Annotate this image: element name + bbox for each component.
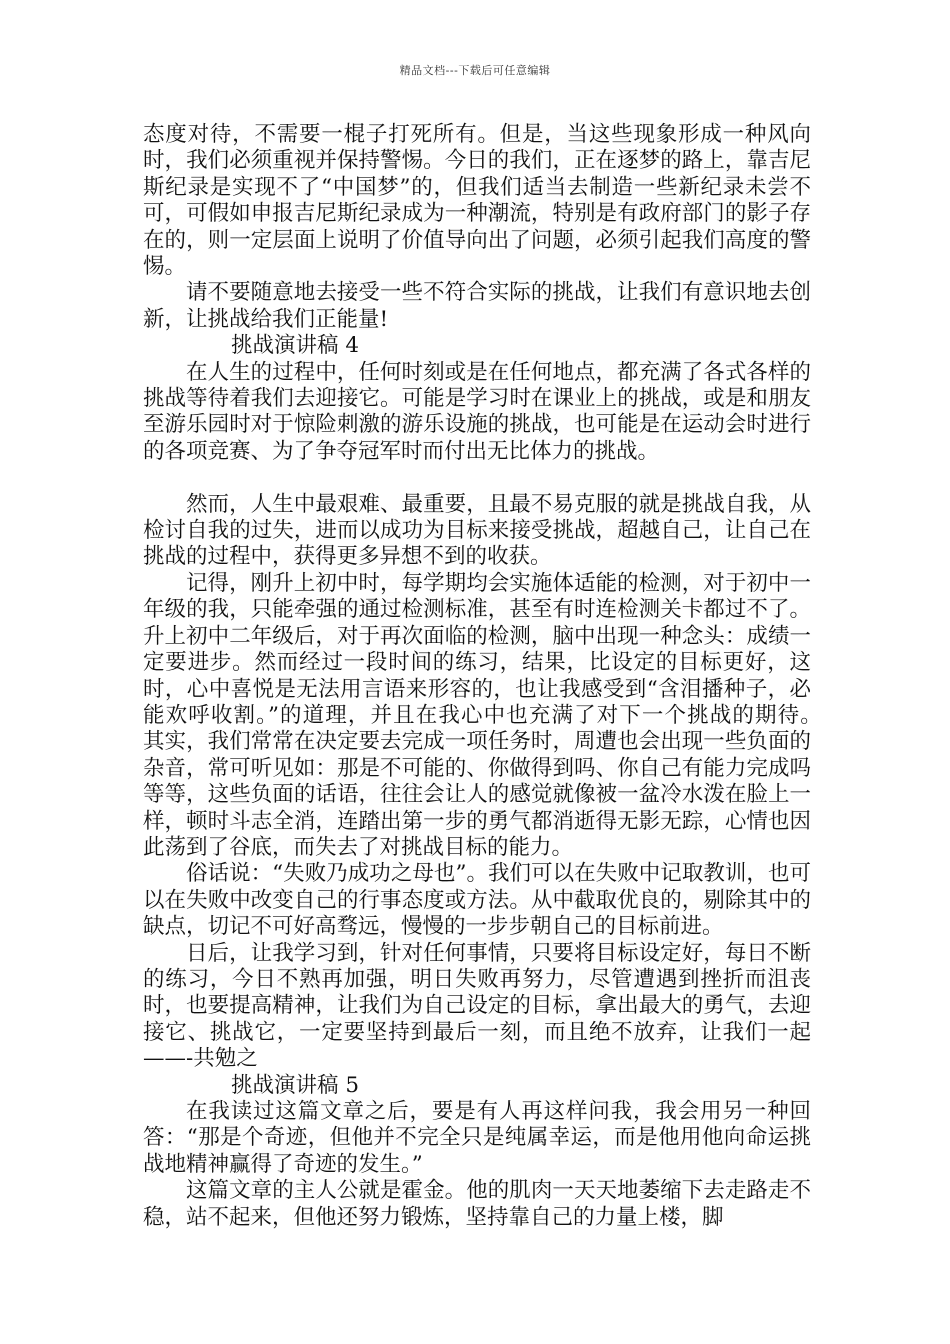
paragraph-3: 在人生的过程中，任何时刻或是在任何地点，都充满了各式各样的挑战等待着我们去迎接它。可能是学习时在课业上的挑战，或是和朋友至游乐园时对于惊险刺激的游乐设施的挑战，也可能是在运动会时进行的各项竞赛、为了争夺冠军时而付出无比体力的挑战。 bbox=[143, 359, 811, 464]
blank-line bbox=[143, 465, 811, 491]
paragraph-9: 这篇文章的主人公就是霍金。他的肌肉一天天地萎缩下去走路走不稳，站不起来，但他还努力锻炼，坚持靠自己的力量上楼，脚 bbox=[143, 1178, 811, 1230]
paragraph-1: 态度对待，不需要一棍子打死所有。但是，当这些现象形成一种风向时，我们必须重视并保持警惕。今日的我们，正在逐梦的路上，靠吉尼斯纪录是实现不了“中国梦”的，但我们适当去制造一些新纪录未尝不可，可假如申报吉尼斯纪录成为一种潮流，特别是有政府部门的影子存在的，则一定层面上说明了价值导向出了问题，必须引起我们高度的警惕。 bbox=[143, 122, 811, 280]
paragraph-2: 请不要随意地去接受一些不符合实际的挑战，让我们有意识地去创新，让挑战给我们正能量! bbox=[143, 280, 811, 332]
document-body bbox=[143, 122, 855, 1231]
paragraph-6: 俗话说：“失败乃成功之母也”。我们可以在失败中记取教训，也可以在失败中改变自己的行事态度或方法。从中截取优良的，剔除其中的缺点，切记不可好高骛远，慢慢的一步步朝自己的目标前进。 bbox=[143, 861, 811, 940]
paragraph-4: 然而，人生中最艰难、最重要，且最不易克服的就是挑战自我，从检讨自我的过失，进而以成功为目标来接受挑战，超越自己，让自己在挑战的过程中，获得更多异想不到的收获。 bbox=[143, 491, 811, 570]
paragraph-7: 日后，让我学习到，针对任何事情，只要将目标设定好，每日不断的练习，今日不熟再加强，明日失败再努力，尽管遭遇到挫折而沮丧时，也要提高精神，让我们为自己设定的目标，拿出最大的勇气，去迎接它、挑战它，一定要坚持到最后一刻，而且绝不放弃，让我们一起——-共勉之 bbox=[143, 940, 811, 1072]
page-header: 精品文档---下载后可任意编辑 bbox=[399, 64, 551, 77]
paragraph-8: 在我读过这篇文章之后，要是有人再这样问我，我会用另一种回答：“那是个奇迹，但他并不完全只是纯属幸运，而是他用他向命运挑战地精神赢得了奇迹的发生。” bbox=[143, 1099, 811, 1177]
section-heading-5: 挑战演讲稿 5 bbox=[231, 1072, 360, 1098]
section-heading-4: 挑战演讲稿 4 bbox=[231, 333, 360, 359]
paragraph-5: 记得，刚升上初中时，每学期均会实施体适能的检测，对于初中一年级的我，只能牵强的通过检测标准，甚至有时连检测关卡都过不了。升上初中二年级后，对于再次面临的检测，脑中出现一种念头：成绩一定要进步。然而经过一段时间的练习，结果，比设定的目标更好，这时，心中喜悦是无法用言语来形容的，也让我感受到“含泪播种子，必能欢呼收割。”的道理，并且在我心中也充满了对下一个挑战的期待。 其实，我们常常在决定要去完成一项任务时，周遭也会出现一些负面的杂音，常可听见如：那是不可能的、你做得到吗、你自己有能力完成吗等等，这些负面的话语，往往会让人的感觉就像被一盆冷水泼在脸上一样，顿时斗志全消，连踏出第一步的勇气都消逝得无影无踪，心情也因此荡到了谷底，而失去了对挑战目标的能力。 bbox=[143, 570, 855, 860]
